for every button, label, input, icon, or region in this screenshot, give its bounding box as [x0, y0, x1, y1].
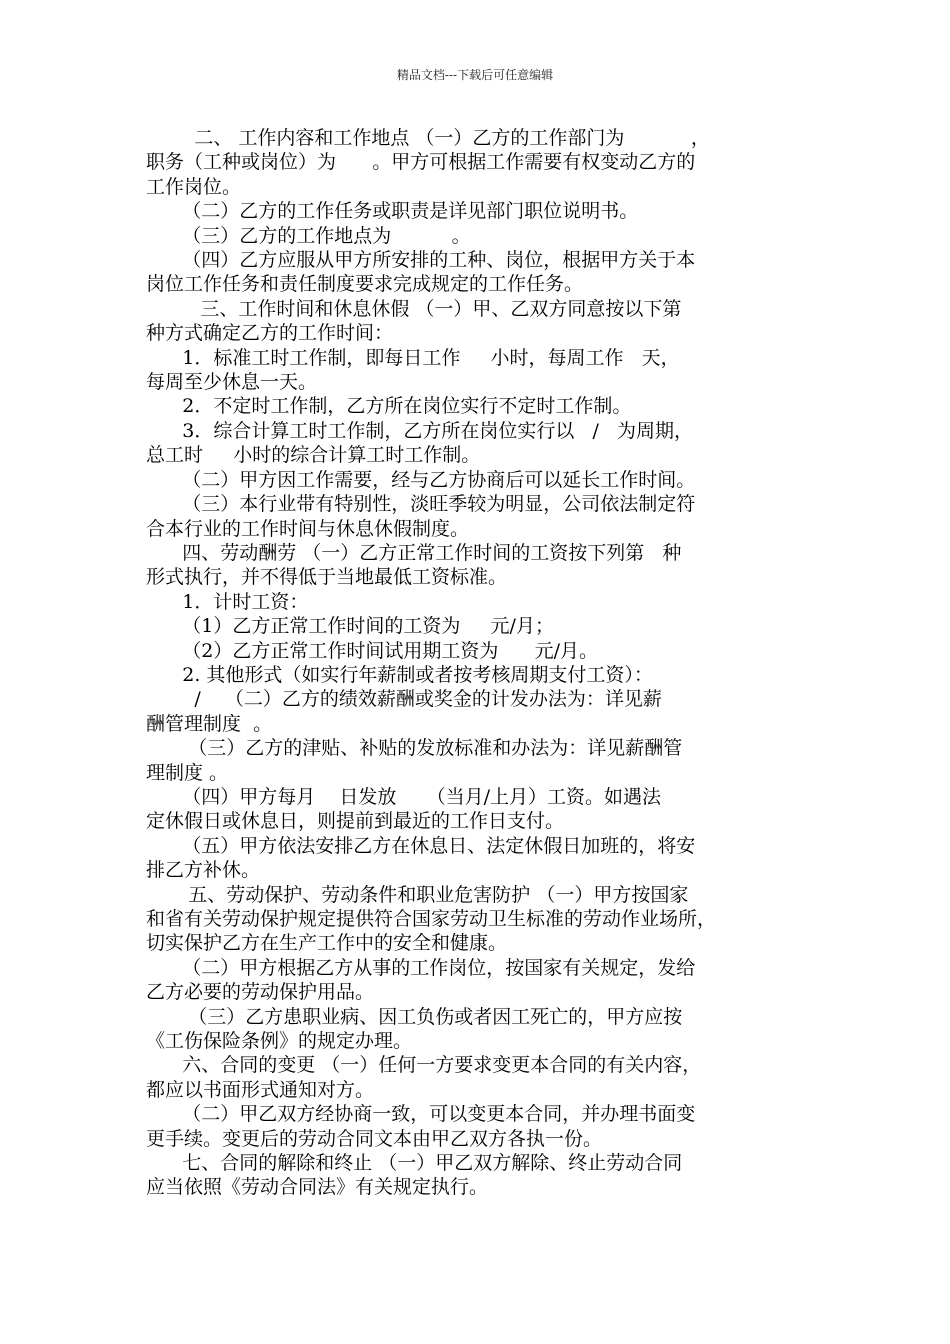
- paragraph: （1）乙方正常工作时间的工资为 元/月；: [146, 615, 554, 638]
- paragraph: 1．标准工时工作制，即每日工作 小时，每周工作 天， 每周至少休息一天。: [146, 346, 680, 394]
- paragraph: （三）乙方的工作地点为 。: [146, 224, 471, 247]
- paragraph: 2．不定时工作制，乙方所在岗位实行不定时工作制。: [146, 395, 632, 418]
- paragraph: 六、合同的变更 （一）任何一方要求变更本合同的有关内容， 都应以书面形式通知对方。: [146, 1054, 702, 1101]
- paragraph: 3．综合计算工时工作制，乙方所在岗位实行以 / 为周期， 总工时 小时的综合计算工时工作制。: [146, 419, 693, 467]
- paragraph: （二）甲方根据乙方从事的工作岗位，按国家有关规定，发给 乙方必要的劳动保护用品。: [146, 956, 696, 1004]
- paragraph: （2）乙方正常工作时间试用期工资为 元/月。: [146, 639, 598, 662]
- paragraph: 三、工作时间和休息休假 （一）甲、乙双方同意按以下第 种方式确定乙方的工作时间：: [146, 297, 682, 345]
- paragraph: （二）乙方的工作任务或职责是详见部门职位说明书。: [146, 200, 639, 223]
- document-body: [146, 126, 810, 1200]
- paragraph: 二、 工作内容和工作地点 （一）乙方的工作部门为 ， 职务（工种或岗位）为 。甲方可根据工作需要有权变动乙方的 工作岗位。: [146, 127, 710, 198]
- paragraph: 2. 其他形式（如实行年薪制或者按考核周期支付工资）： / （二）乙方的绩效薪酬或奖金的计发办法为：详见薪 酬管理制度 。: [146, 663, 662, 735]
- paragraph: （三）本行业带有特别性，淡旺季较为明显，公司依法制定符 合本行业的工作时间与休息休假制度。: [146, 493, 696, 540]
- paragraph: 五、劳动保护、劳动条件和职业危害防护 （一）甲方按国家 和省有关劳动保护规定提供符合国家劳动卫生标准的劳动作业场所， 切实保护乙方在生产工作中的安全和健康。: [146, 883, 717, 955]
- page-header: 精品文档---下载后可任意编辑: [396, 68, 554, 82]
- paragraph: 七、合同的解除和终止 （一）甲乙双方解除、终止劳动合同 应当依照《劳动合同法》有关规定执行。: [146, 1152, 683, 1199]
- paragraph: （三）乙方患职业病、因工负伤或者因工死亡的，甲方应按 《工伤保险条例》的规定办理。: [146, 1005, 683, 1053]
- paragraph: 1．计时工资：: [146, 590, 309, 613]
- paragraph: （五）甲方依法安排乙方在休息日、法定休假日加班的，将安 排乙方补休。: [146, 834, 696, 882]
- paragraph: （二）甲乙双方经协商一致，可以变更本合同，并办理书面变 更手续。变更后的劳动合同文本由甲乙双方各执一份。: [146, 1103, 696, 1150]
- paragraph: （四）甲方每月 日发放 （当月/上月）工资。如遇法 定休假日或休息日，则提前到最近的工作日支付。: [146, 785, 662, 833]
- paragraph: （二）甲方因工作需要，经与乙方协商后可以延长工作时间。: [146, 468, 696, 491]
- paragraph: （四）乙方应服从甲方所安排的工种、岗位，根据甲方关于本 岗位工作任务和责任制度要求完成规定的工作任务。: [146, 249, 696, 296]
- paragraph: （三）乙方的津贴、补贴的发放标准和办法为：详见薪酬管 理制度 。: [146, 737, 683, 784]
- paragraph: 四、劳动酬劳 （一）乙方正常工作时间的工资按下列第 种 形式执行，并不得低于当地最低工资标准。: [146, 541, 682, 589]
